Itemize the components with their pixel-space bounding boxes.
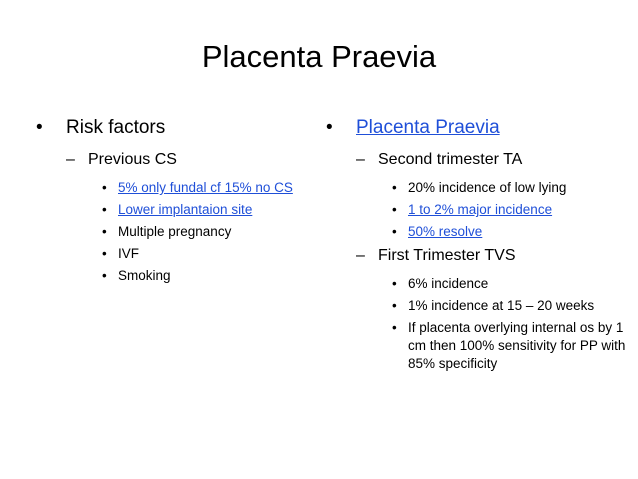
bullet-icon: •	[102, 246, 107, 261]
sub-item-previous-cs	[36, 149, 306, 171]
list-item	[326, 297, 626, 315]
list-item	[326, 223, 626, 241]
bullet-icon: •	[392, 276, 397, 291]
left-column	[36, 115, 306, 289]
list-item	[36, 179, 306, 197]
list-item-text: 1% incidence at 15 – 20 weeks	[408, 298, 595, 313]
bullet-icon: •	[102, 268, 107, 283]
bullet-icon: •	[392, 224, 397, 239]
list-item-text: Multiple pregnancy	[118, 224, 232, 239]
list-item	[326, 201, 626, 219]
bullet-icon: •	[392, 202, 397, 217]
placenta-praevia-link[interactable]: Placenta Praevia	[356, 117, 500, 138]
previous-cs-label: Previous CS	[88, 151, 177, 168]
list-item	[36, 267, 306, 285]
bullet-item-placenta-praevia	[326, 115, 626, 141]
list-item-text: Smoking	[118, 268, 171, 283]
bullet-icon: •	[36, 117, 43, 138]
list-item	[36, 201, 306, 219]
list-item-text: 20% incidence of low lying	[408, 180, 567, 195]
bullet-item-risk-factors	[36, 115, 306, 141]
list-item-text: IVF	[118, 246, 140, 261]
bullet-icon: •	[326, 117, 333, 138]
major-incidence-link[interactable]: 1 to 2% major incidence	[408, 202, 553, 217]
bullet-icon: •	[102, 224, 107, 239]
slide-title: Placenta Praevia	[201, 39, 437, 74]
dash-icon: –	[66, 151, 75, 168]
dash-icon: –	[356, 151, 365, 168]
bullet-icon: •	[102, 202, 107, 217]
group-label: Second trimester TA	[378, 151, 523, 168]
list-item	[326, 179, 626, 197]
list-item	[36, 223, 306, 241]
risk-factors-heading: Risk factors	[66, 117, 166, 138]
sub-item-first-trimester	[326, 245, 626, 267]
bullet-icon: •	[102, 180, 107, 195]
list-item	[326, 275, 626, 293]
group-label: First Trimester TVS	[378, 247, 516, 264]
sub-item-second-trimester	[326, 149, 626, 171]
bullet-icon: •	[392, 180, 397, 195]
fundal-link[interactable]: 5% only fundal cf 15% no CS	[118, 180, 293, 195]
implantation-site-link[interactable]: Lower implantaion site	[118, 202, 253, 217]
resolve-link[interactable]: 50% resolve	[408, 224, 483, 239]
list-item	[36, 245, 306, 263]
list-item-text: If placenta overlying internal os by 1 cm then 100% sensitivity for PP with 85% specificity	[408, 320, 626, 371]
bullet-icon: •	[392, 298, 397, 313]
list-item-text: 6% incidence	[408, 276, 489, 291]
right-column	[326, 115, 626, 377]
bullet-icon: •	[392, 320, 397, 335]
dash-icon: –	[356, 247, 365, 264]
list-item	[326, 319, 626, 373]
